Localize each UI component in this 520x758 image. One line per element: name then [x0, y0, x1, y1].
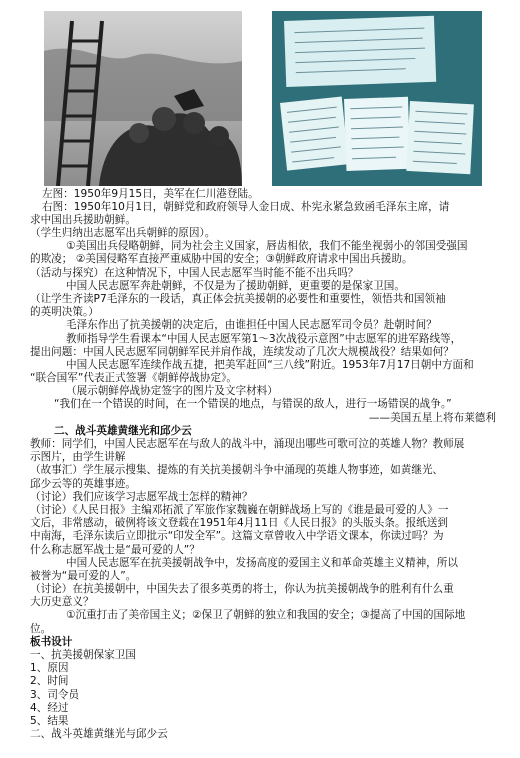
text-line: 教师指导学生看课本“中国人民志愿军第1～3次战役示意图”中志愿军的进军路线等， — [66, 332, 462, 345]
outline-item: 3、司令员 — [30, 688, 80, 701]
text-line: 中南海，毛泽东读后立即批示“印发全军”。这篇文章曾收入中学语文课本，你读过吗？为 — [30, 530, 444, 543]
text-line: （讨论）在抗美援朝中，中国失去了很多英勇的将士，你认为抗美援朝战争的胜利有什么重 — [30, 583, 454, 596]
text-line: 中国人民志愿军在抗美援朝战争中，发扬高度的爱国主义和革命英雄主义精神，所以 — [66, 556, 458, 569]
text-line: 位。 — [30, 622, 52, 635]
text-line: 中国人民志愿军奔赴朝鲜，不仅是为了援助朝鲜，更重要的是保家卫国。 — [66, 279, 405, 292]
text-line: “联合国军”代表正式签署《朝鲜停战协定》。 — [30, 372, 237, 385]
incheon-landing-photo — [44, 11, 242, 186]
text-line: 大历史意义？ — [30, 596, 94, 609]
outline-item: 二、战斗英雄黄继光与邱少云 — [30, 728, 168, 741]
text-line: 毛泽东作出了抗美援朝的决定后，由谁担任中国人民志愿军司令员？赴朝时间？ — [66, 319, 437, 332]
text-line: ①美国出兵侵略朝鲜，同为社会主义国家，唇齿相依，我们不能坐视弱小的邻国受强国 — [66, 240, 468, 253]
text-line: 被誉为“最可爱的人”。 — [30, 569, 137, 582]
quote-line: “我们在一个错误的时间，在一个错误的地点，与错误的敌人，进行一场错误的战争。” — [54, 398, 452, 411]
text-line: （活动与探究）在这种情况下，中国人民志愿军当时能不能不出兵吗？ — [30, 266, 359, 279]
outline-item: 1、原因 — [30, 662, 69, 675]
letter-photo — [272, 11, 482, 186]
lesson-body — [30, 227, 500, 741]
outline-item: 5、结果 — [30, 714, 69, 727]
caption-right-line-1: 右图：1950年10月1日，朝鲜党和政府领导人金日成、朴宪永紧急致函毛泽东主席，请 — [42, 201, 450, 214]
letter-pages-illustration — [272, 11, 482, 186]
caption-left: 左图：1950年9月15日，美军在仁川港登陆。 — [42, 188, 259, 200]
text-line: （故事汇）学生展示搜集、提炼的有关抗美援朝斗争中涌现的英雄人物事迹，如黄继光、 — [30, 464, 444, 477]
outline-item: 一、抗美援朝保家卫国 — [30, 649, 136, 661]
quote-attribution: ——美国五星上将布莱德利 — [368, 411, 496, 424]
section-heading-2: 二、战斗英雄黄继光和邱少云 — [54, 424, 192, 437]
text-line: （学生归纳出志愿军出兵朝鲜的原因）。 — [30, 227, 216, 239]
outline-item: 4、经过 — [30, 701, 69, 714]
text-line: 示图片，由学生讲解 — [30, 451, 126, 464]
text-line: 中国人民志愿军连续作战五捷，把美军赶回“三八线”附近。1953年7月17日朝中方面和 — [66, 358, 474, 371]
incheon-landing-illustration — [44, 11, 242, 186]
text-line: （展示朝鲜停战协定签字的图片及文字材料） — [66, 385, 278, 398]
caption-right-line-2: 求中国出兵援助朝鲜。 — [30, 214, 136, 227]
text-line: 的欺凌； ②美国侵略军直接严重威胁中国的安全；③朝鲜政府请求中国出兵援助。 — [30, 253, 413, 266]
text-line: 文后，非常感动，破例将该文登载在1951年4月11日《人民日报》的头版头条。报纸送到 — [30, 517, 448, 530]
text-line: （讨论）我们应该学习志愿军战士怎样的精神？ — [30, 490, 253, 503]
text-line: 教师：同学们，中国人民志愿军在与敌人的战斗中，涌现出哪些可歌可泣的英雄人物？教师展 — [30, 438, 465, 450]
text-line: ①沉重打击了美帝国主义；②保卫了朝鲜的独立和我国的安全；③提高了中国的国际地 — [66, 609, 466, 622]
text-line: 什么称志愿军战士是“最可爱的人”？ — [30, 543, 200, 556]
outline-item: 2、时间 — [30, 675, 69, 688]
text-line: 提出问题：中国人民志愿军同朝鲜军民并肩作战，连续发动了几次大规模战役？结果如何？ — [30, 345, 454, 358]
text-line: （讨论）《人民日报》主编邓拓派了军旅作家魏巍在朝鲜战场上写的《谁是最可爱的人》一 — [30, 503, 449, 516]
text-line: （让学生齐读P7毛泽东的一段话，真正体会抗美援朝的必要性和重要性，领悟共和国领袖 — [30, 292, 446, 305]
captions-block — [30, 188, 500, 228]
text-line: 的英明决策。） — [30, 306, 99, 319]
board-design-heading: 板书设计 — [30, 635, 73, 648]
text-line: 邱少云等的英雄事迹。 — [30, 477, 136, 490]
